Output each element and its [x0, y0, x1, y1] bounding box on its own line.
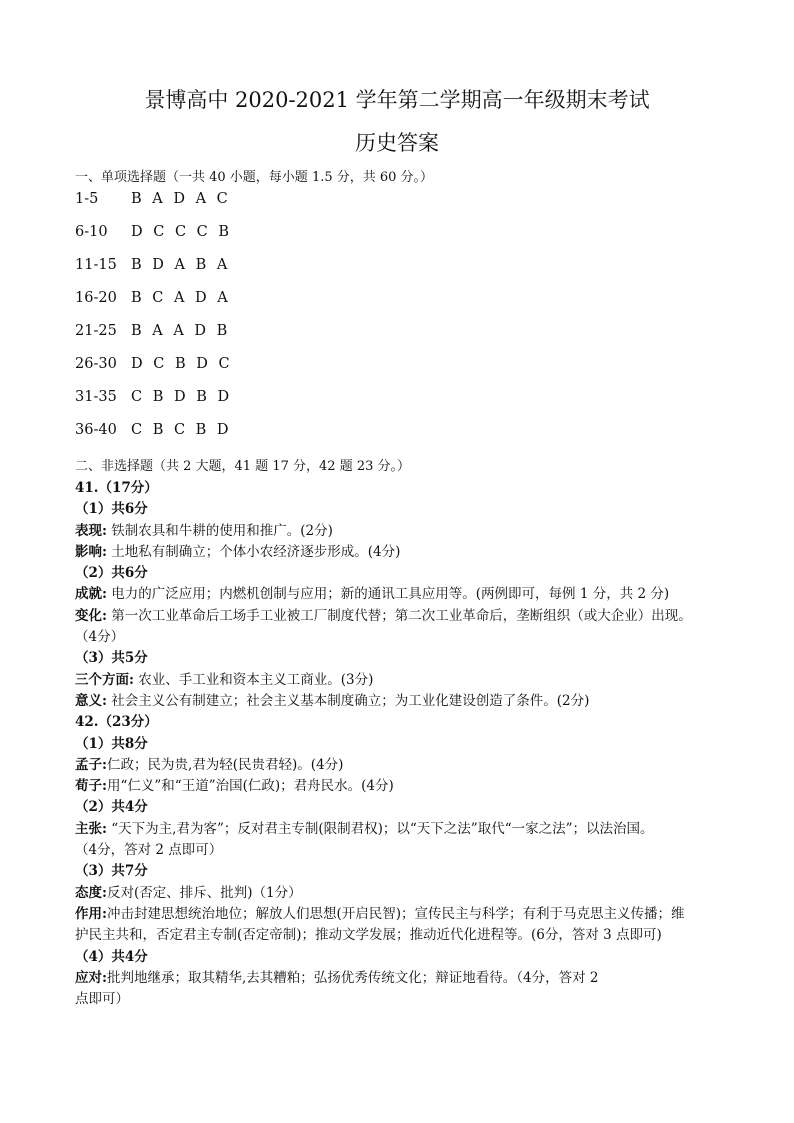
text: 批判地继承；取其精华,去其糟粕；弘扬优秀传统文化；辩证地看待。（4分，答对 2 — [106, 969, 599, 986]
text: “天下为主,君为客”；反对君主专制(限制君权)；以“天下之法”取代“一家之法”；以法治国。 — [106, 820, 654, 837]
label: 荀子: — [75, 778, 107, 795]
q41-part1-line1 — [75, 521, 725, 542]
mc-answers-text: B D A B A — [131, 257, 231, 273]
text: 铁制农具和牛耕的使用和推广。(2分) — [106, 522, 333, 539]
q42-part4-line1-cont: 点即可） — [75, 991, 129, 1008]
mc-answers-text: C B D B D — [131, 389, 233, 405]
q42-part4-head: （4）共4分 — [75, 948, 148, 965]
label: 应对: — [75, 969, 107, 986]
text: 冲击封建思想统治地位；解放人们思想(开启民智)；宣传民主与科学；有利于马克思主义传播；维 — [106, 905, 685, 922]
label: 态度: — [75, 884, 107, 901]
mc-range: 21-25 — [75, 323, 117, 339]
q42-part2-line1 — [75, 819, 725, 840]
label: 意义: — [75, 692, 107, 709]
q41-title: 41.（17分） — [75, 480, 158, 496]
section2-body — [75, 478, 725, 1010]
q41-part2-line1 — [75, 584, 725, 605]
q41-part2-line2 — [75, 606, 725, 627]
mc-range: 11-15 — [75, 257, 117, 273]
label: 表现: — [75, 522, 107, 539]
mc-row — [75, 288, 231, 308]
label: 影响: — [75, 543, 107, 560]
q42-part2-head: （2）共4分 — [75, 799, 148, 816]
text: 第一次工业革命后工场手工业被工厂制度代替；第二次工业革命后，垄断组织（或大企业）出现。 — [106, 607, 692, 624]
q42-part3-head: （3）共7分 — [75, 863, 148, 880]
text: 反对(否定、排斥、批判)（1分） — [106, 884, 302, 901]
mc-row — [75, 354, 233, 374]
q41-part2-line2-cont: （4分） — [75, 629, 125, 646]
mc-range: 16-20 — [75, 290, 117, 306]
mc-answers-text: C B C B D — [131, 422, 232, 438]
mc-range: 26-30 — [75, 356, 117, 372]
mc-range: 1-5 — [75, 191, 99, 207]
q42-part1-head: （1）共8分 — [75, 735, 148, 752]
mc-answers-text: B A A D B — [131, 323, 231, 339]
text: 社会主义公有制建立；社会主义基本制度确立；为工业化建设创造了条件。(2分) — [106, 692, 590, 709]
text: 土地私有制确立；个体小农经济逐步形成。(4分) — [106, 543, 401, 560]
q41-part3-line1 — [75, 670, 725, 691]
mc-answers-text: B C A D A — [131, 290, 231, 306]
mc-row — [75, 321, 230, 341]
label: 主张: — [75, 820, 107, 837]
mc-row — [75, 255, 230, 275]
mc-answers-text: D C B D C — [131, 356, 233, 372]
page-subtitle: 历史答案 — [355, 131, 439, 155]
mc-answers-text: B A D A C — [131, 191, 231, 207]
label: 作用: — [75, 905, 107, 922]
label: 孟子: — [75, 756, 107, 773]
q41-part3-line2 — [75, 691, 725, 712]
text: 仁政；民为贵,君为轻(民贵君轻)。(4分) — [106, 756, 344, 773]
mc-answers-text: D C C C B — [131, 224, 233, 240]
q42-part2-line1-cont: （4分，答对 2 点即可） — [75, 842, 223, 859]
section2-heading: 二、非选择题（共 2 大题，41 题 17 分，42 题 23 分。） — [75, 459, 410, 474]
mc-range: 31-35 — [75, 389, 117, 405]
q42-part3-line1 — [75, 883, 725, 904]
mc-row — [75, 420, 232, 440]
label: 成就: — [75, 586, 107, 603]
text: 农业、手工业和资本主义工商业。(3分) — [133, 671, 374, 688]
mc-row — [75, 189, 231, 209]
q42-title: 42.（23分） — [75, 714, 158, 731]
mc-range: 6-10 — [75, 224, 108, 240]
text: 电力的广泛应用；内燃机创制与应用；新的通讯工具应用等。(两例即可，每例 1 分，共 2 分) — [106, 586, 670, 603]
q41-part2-head: （2）共6分 — [75, 565, 148, 582]
q41-part1-line2 — [75, 542, 725, 563]
text: 用“仁义”和“王道”治国(仁政)；君舟民水。(4分) — [106, 778, 394, 795]
mc-row — [75, 222, 232, 242]
q41-part1-head: （1）共6分 — [75, 501, 148, 518]
q42-part3-line2 — [75, 904, 725, 925]
q41-part3-head: （3）共5分 — [75, 650, 148, 667]
label: 变化: — [75, 607, 107, 624]
section1-heading: 一、单项选择题（一共 40 小题，每小题 1.5 分，共 60 分。） — [75, 170, 434, 185]
mc-row — [75, 387, 232, 407]
page-title: 景博高中 2020-2021 学年第二学期高一年级期末考试 — [144, 88, 650, 112]
q42-part3-line2-cont: 护民主共和，否定君主专制(否定帝制)；推动文学发展；推动近代化进程等。(6分，答对 3 点即可) — [75, 927, 662, 944]
q42-part1-line1 — [75, 755, 725, 776]
q42-part4-line1 — [75, 968, 725, 989]
mc-range: 36-40 — [75, 422, 117, 438]
q42-part1-line2 — [75, 776, 725, 797]
label: 三个方面: — [75, 671, 134, 688]
